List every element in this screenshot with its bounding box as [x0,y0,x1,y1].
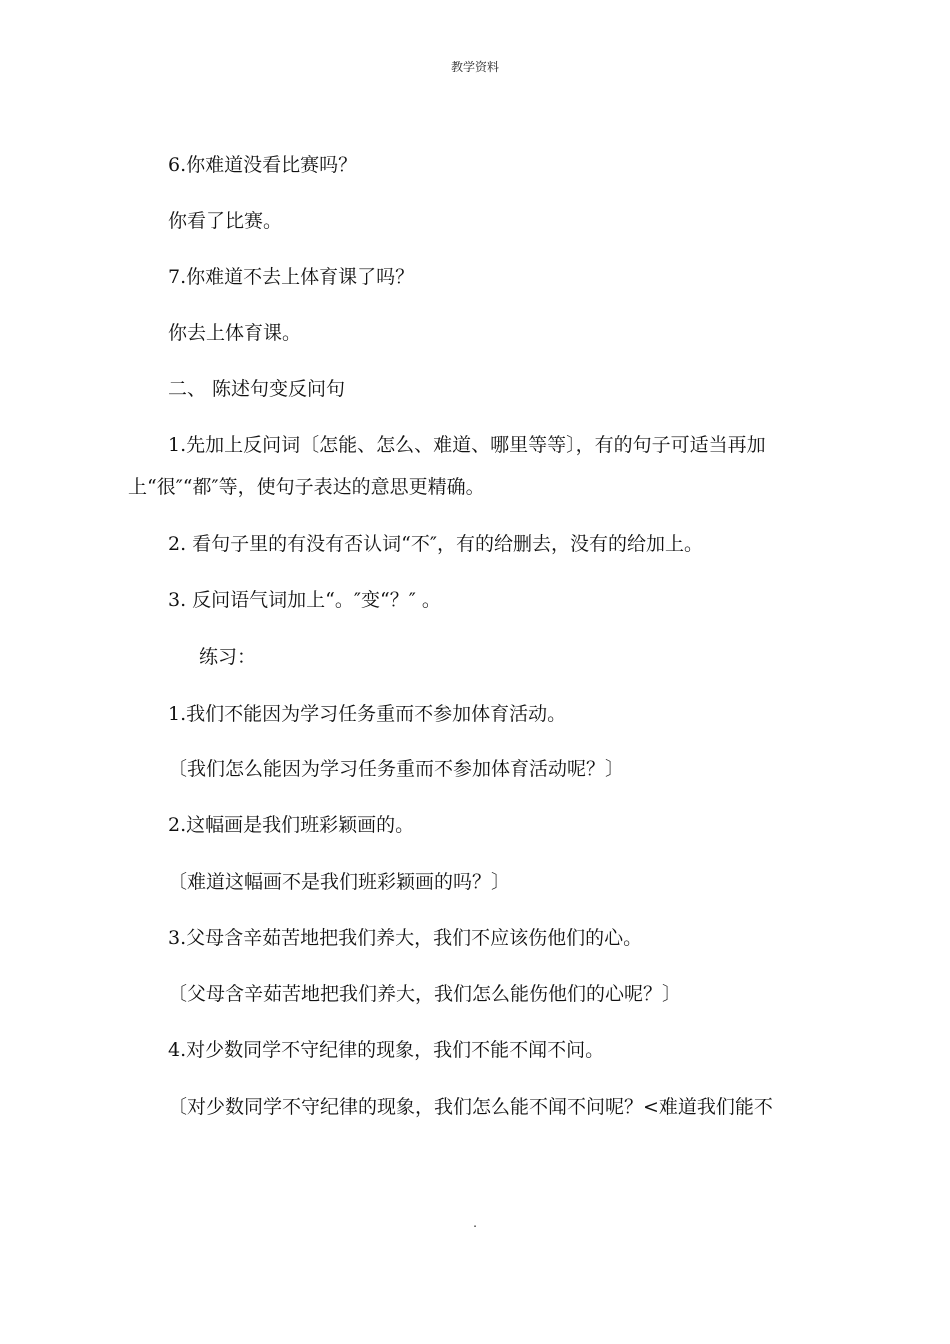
text-line: 7.你难道不去上体育课了吗？ [168,266,415,288]
exercise-heading: 练习： [199,646,257,668]
text-line: 1.我们不能因为学习任务重而不参加体育活动。 [168,703,567,725]
text-line: 〔父母含辛茹苦地把我们养大，我们怎么能伤他们的心呢？〕 [168,983,682,1005]
text-line: 2. 看句子里的有没有否认词“不″，有的给删去，没有的给加上。 [168,533,703,555]
text-line: 4.对少数同学不守纪律的现象，我们不能不闻不问。 [168,1039,605,1061]
text-line: 3.父母含辛茹苦地把我们养大，我们不应该伤他们的心。 [168,927,643,949]
text-line: 2.这幅画是我们班彩颖画的。 [168,814,415,836]
text-line: 〔难道这幅画不是我们班彩颖画的吗？〕 [168,871,511,893]
text-line: 6.你难道没看比赛吗？ [168,154,358,176]
page-footer: . [473,1216,477,1230]
text-line: 你看了比赛。 [168,210,283,232]
text-line: 你去上体育课。 [168,322,302,344]
text-paragraph: 1.先加上反问词〔怎能、怎么、难道、哪里等等〕，有的句子可适当再加上“很″“都″等，使句子表达的意思更精确。 [128,434,766,498]
page-header: 教学资料 [450,60,499,74]
text-line: 〔我们怎么能因为学习任务重而不参加体育活动呢？〕 [168,758,625,780]
section-heading: 二、 陈述句变反问句 [168,378,346,400]
text-line: 〔对少数同学不守纪律的现象，我们怎么能不闻不问呢？<难道我们能不 [168,1096,773,1118]
text-line: 3. 反问语气词加上“。″变“？″ 。 [168,589,441,611]
